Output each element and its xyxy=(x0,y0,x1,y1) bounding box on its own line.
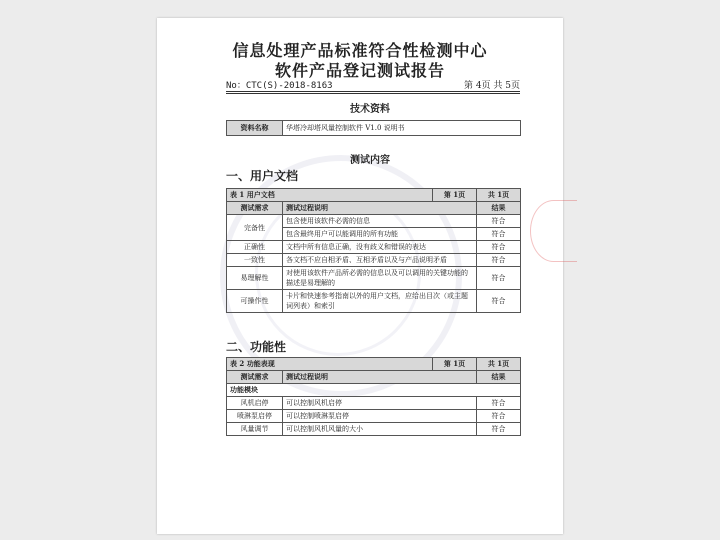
tech-value: 华塔冷却塔风量控制软件 V1.0 说明书 xyxy=(283,121,521,136)
desc-cell: 卡片和快速参考指南以外的用户文档，应给出目次（或主题词列表）和索引 xyxy=(283,290,477,313)
result-cell: 符合 xyxy=(477,241,521,254)
report-title-line2: 软件产品登记测试报告 xyxy=(274,61,445,80)
section1-heading: 一、用户文档 xyxy=(226,169,299,183)
desc-cell: 包含最终用户可以能调用的所有功能 xyxy=(283,228,477,241)
desc-cell: 文档中所有信息正确，没有歧义和错误的表达 xyxy=(283,241,477,254)
result-cell: 符合 xyxy=(477,397,521,410)
result-cell: 符合 xyxy=(477,215,521,228)
col-result: 结果 xyxy=(477,371,521,384)
table-row xyxy=(227,423,521,436)
report-title-line1: 信息处理产品标准符合性检测中心 xyxy=(232,41,488,60)
table2-total: 共 1页 xyxy=(477,358,521,371)
desc-cell: 各文档不应自相矛盾、互相矛盾以及与产品说明矛盾 xyxy=(283,254,477,267)
result-cell: 符合 xyxy=(477,410,521,423)
req-cell: 完备性 xyxy=(227,215,283,241)
col-result: 结果 xyxy=(477,202,521,215)
desc-cell: 对使用该软件产品所必需的信息以及可以调用的关键功能的描述是易理解的 xyxy=(283,267,477,290)
col-desc: 测试过程说明 xyxy=(283,371,477,384)
req-cell: 风量调节 xyxy=(227,423,283,436)
result-cell: 符合 xyxy=(477,254,521,267)
content-heading: 测试内容 xyxy=(350,155,390,166)
req-cell: 易理解性 xyxy=(227,267,283,290)
req-cell: 可操作性 xyxy=(227,290,283,313)
result-cell: 符合 xyxy=(477,267,521,290)
desc-cell: 可以控制风机启停 xyxy=(283,397,477,410)
table-row xyxy=(227,410,521,423)
col-req: 测试需求 xyxy=(227,371,283,384)
table-row xyxy=(227,241,521,254)
red-stamp xyxy=(530,200,577,262)
table2-page: 第 1页 xyxy=(433,358,477,371)
result-cell: 符合 xyxy=(477,228,521,241)
table-row xyxy=(227,254,521,267)
desc-cell: 可以控制风机风量的大小 xyxy=(283,423,477,436)
report-number-line xyxy=(226,78,520,92)
table1-page: 第 1页 xyxy=(433,189,477,202)
req-cell: 正确性 xyxy=(227,241,283,254)
user-doc-table xyxy=(226,188,521,313)
section2-heading: 二、功能性 xyxy=(226,340,287,354)
module-label: 功能模块 xyxy=(227,384,521,397)
table-row xyxy=(227,267,521,290)
table-row xyxy=(227,397,521,410)
table-row xyxy=(227,215,521,228)
desc-cell: 包含使用该软件必需的信息 xyxy=(283,215,477,228)
req-cell: 风机启停 xyxy=(227,397,283,410)
result-cell: 符合 xyxy=(477,290,521,313)
table2-title: 表 2 功能表现 xyxy=(227,358,433,371)
tech-label: 资料名称 xyxy=(227,121,283,136)
table-row xyxy=(227,290,521,313)
desc-cell: 可以控制喷淋泵启停 xyxy=(283,410,477,423)
req-cell: 一致性 xyxy=(227,254,283,267)
table1-title: 表 1 用户文档 xyxy=(227,189,433,202)
result-cell: 符合 xyxy=(477,423,521,436)
header-rule-2 xyxy=(226,93,520,94)
page-info: 第 4页 共 5页 xyxy=(463,81,520,91)
req-cell: 喷淋泵启停 xyxy=(227,410,283,423)
function-table xyxy=(226,357,521,436)
table1-total: 共 1页 xyxy=(477,189,521,202)
col-desc: 测试过程说明 xyxy=(283,202,477,215)
tech-table xyxy=(226,120,521,136)
report-number: No：CTC(S)-2018-8163 xyxy=(226,81,333,91)
header-rule xyxy=(226,91,520,92)
tech-heading: 技术资料 xyxy=(350,104,390,115)
col-req: 测试需求 xyxy=(227,202,283,215)
